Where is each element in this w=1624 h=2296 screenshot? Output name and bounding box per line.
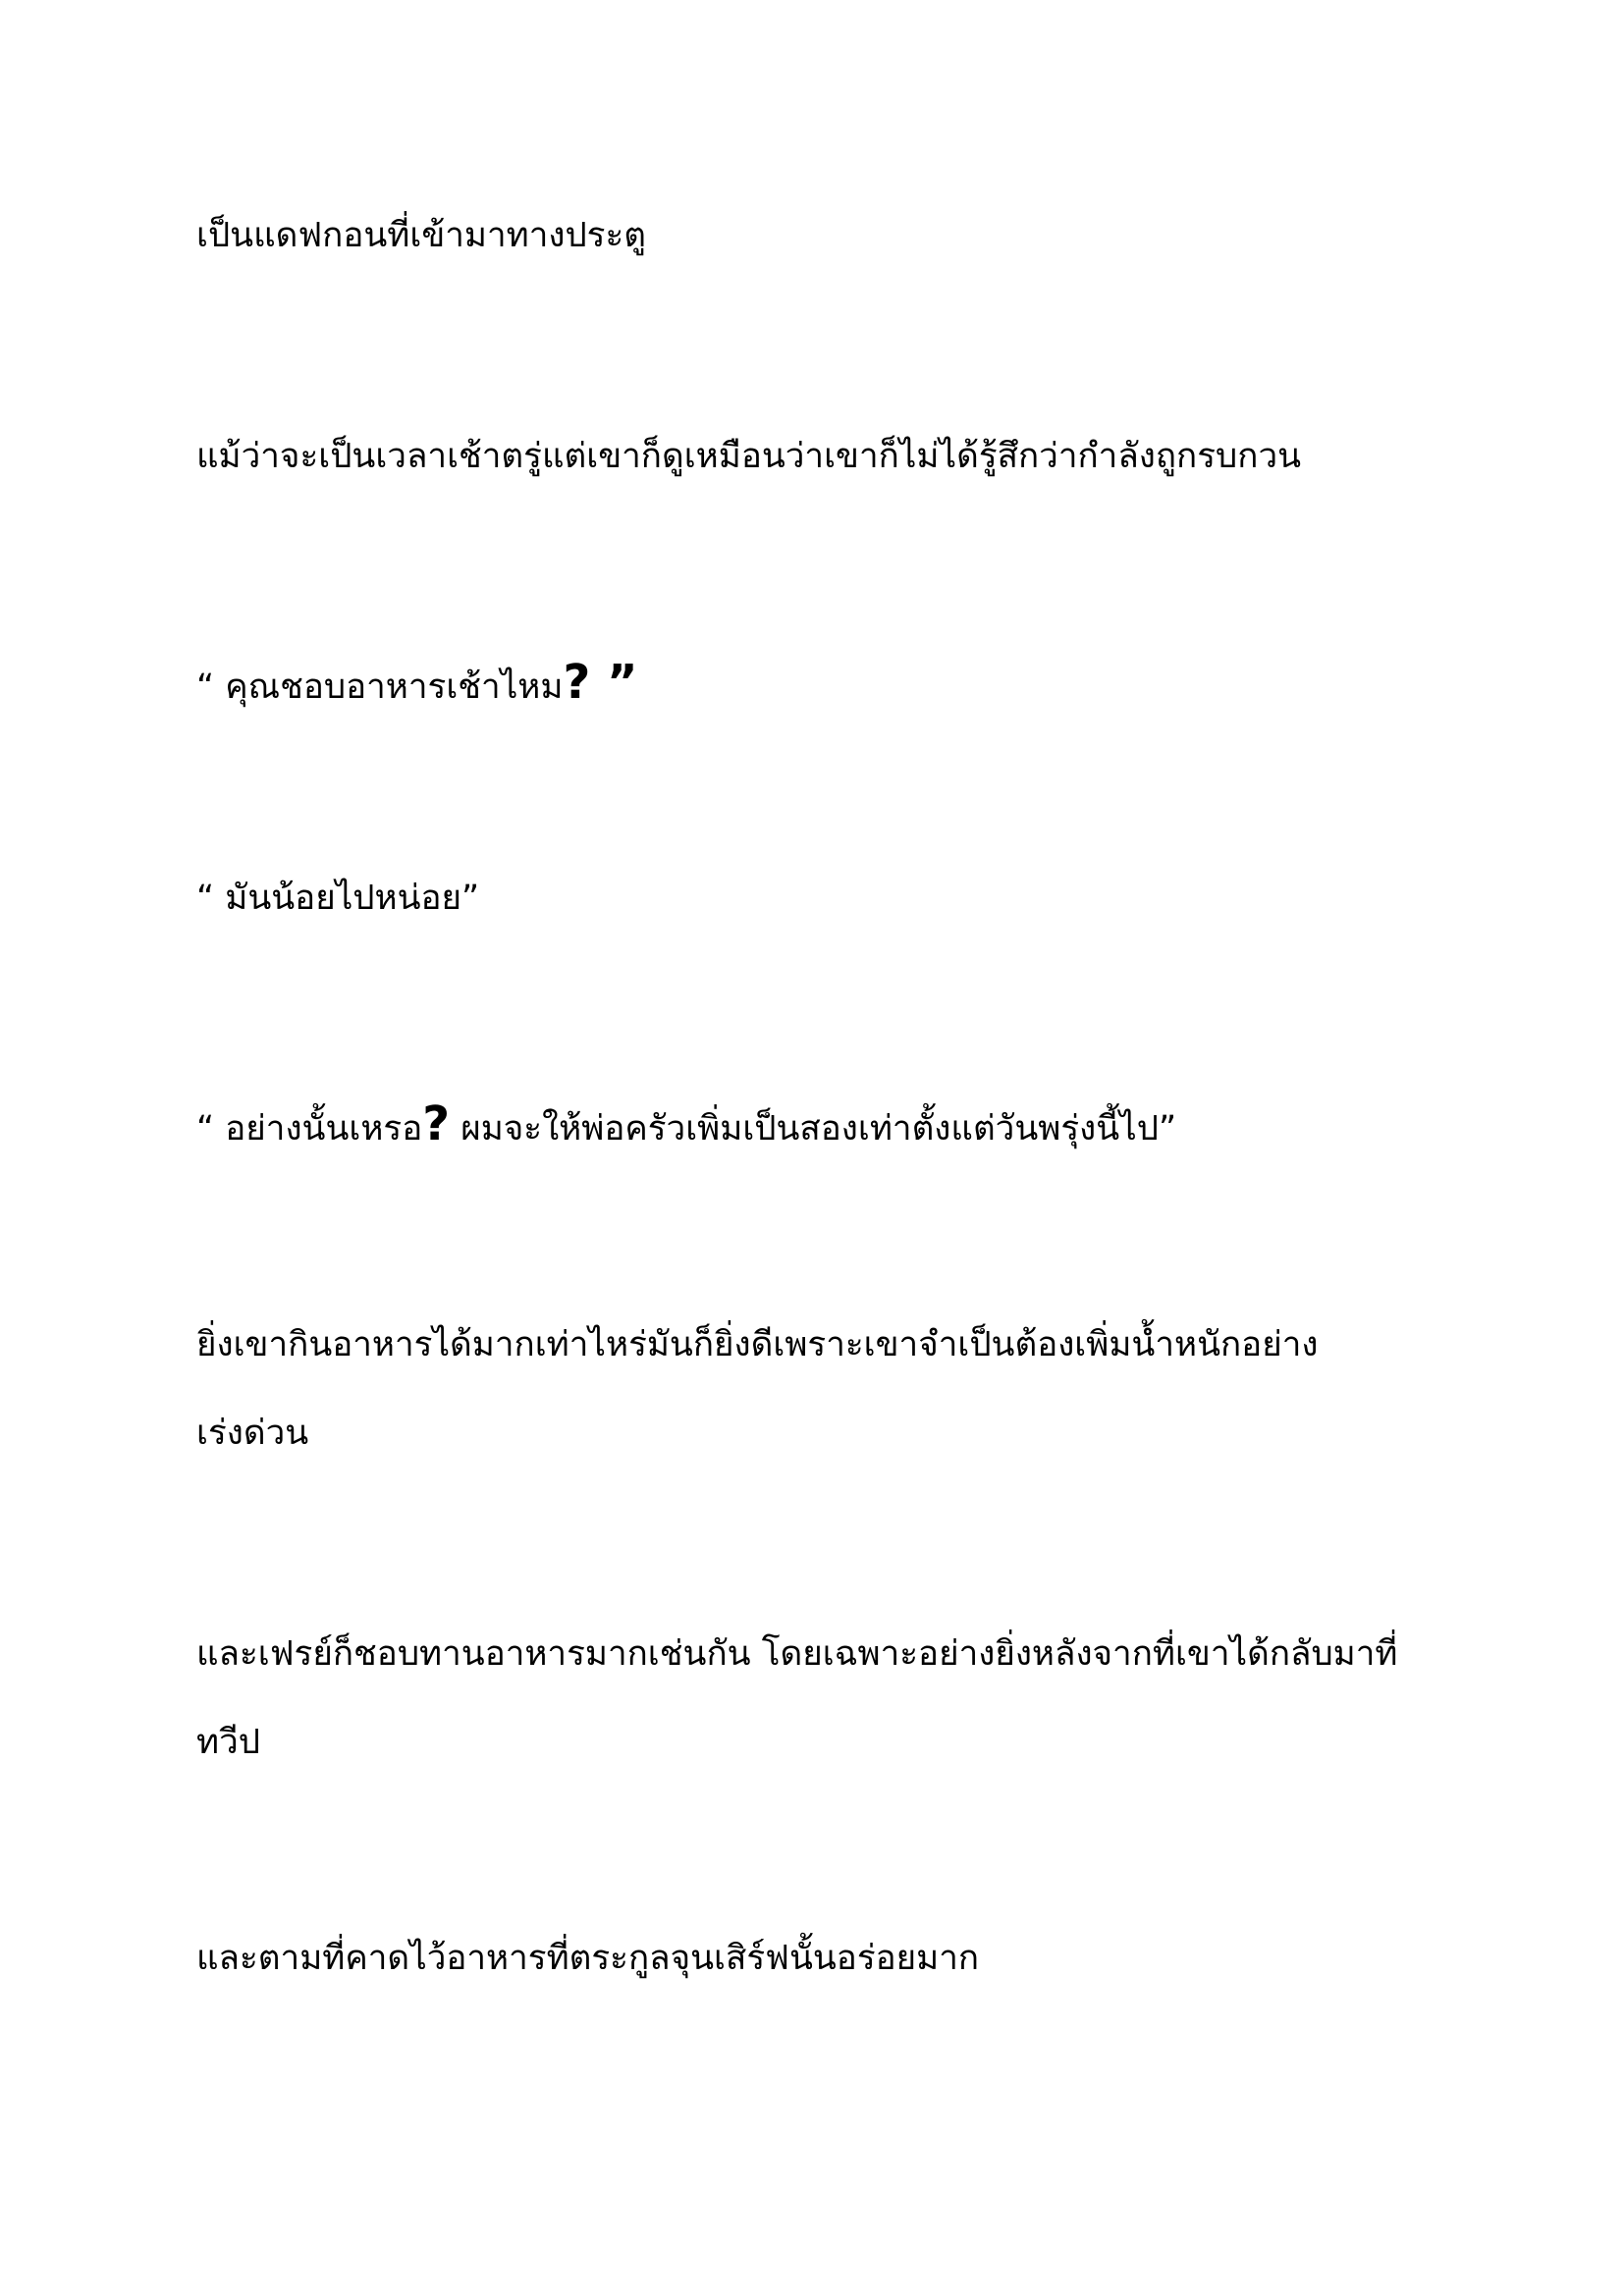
paragraph-5-text-start: “ อย่างนั้นเหรอ xyxy=(196,1109,423,1148)
paragraph-1-text: เป็นแดฟกอนที่เข้ามาทางประตู xyxy=(196,216,647,255)
paragraph-5-question-mark: ? xyxy=(422,1096,451,1151)
paragraph-4-text: “ มันน้อยไปหน่อย” xyxy=(196,879,480,918)
paragraph-6-line-1: ยิ่งเขากินอาหารได้มากเท่าไหร่มันก็ยิ่งดีเพราะเขาจำเป็นต้องเพิ่มน้ำหนักอย่าง xyxy=(196,1325,1319,1364)
paragraph-7-line-1: และเฟรย์ก็ชอบทานอาหารมากเช่นกัน โดยเฉพาะอย่างยิ่งหลังจากที่เขาได้กลับมาที่ xyxy=(196,1634,1398,1674)
paragraph-5-dialogue xyxy=(196,1080,1434,1173)
paragraph-7 xyxy=(196,1610,1434,1787)
paragraph-6-line-2: เร่งด่วน xyxy=(196,1414,309,1453)
paragraph-5-text-end: ผมจะให้พ่อครัวเพิ่มเป็นสองเท่าตั้งแต่วันพรุ่งนี้ไป” xyxy=(450,1109,1177,1148)
paragraph-8 xyxy=(196,1914,1434,2002)
paragraph-6 xyxy=(196,1301,1434,1477)
paragraph-3-question-mark: ? ” xyxy=(563,655,638,710)
paragraph-4-dialogue xyxy=(196,854,1434,942)
paragraph-1 xyxy=(196,191,1434,280)
paragraph-2 xyxy=(196,412,1434,501)
paragraph-3-dialogue xyxy=(196,638,1434,731)
paragraph-2-text: แม้ว่าจะเป็นเวลาเช้าตรู่แต่เขาก็ดูเหมือนว่าเขาก็ไม่ได้รู้สึกว่ากำลังถูกรบกวน xyxy=(196,437,1302,476)
paragraph-7-line-2: ทวีป xyxy=(196,1723,260,1762)
paragraph-8-text: และตามที่คาดไว้อาหารที่ตระกูลจุนเสิร์ฟนั้นอร่อยมาก xyxy=(196,1939,980,1978)
paragraph-3-text: “ คุณชอบอาหารเช้าไหม xyxy=(196,667,564,707)
